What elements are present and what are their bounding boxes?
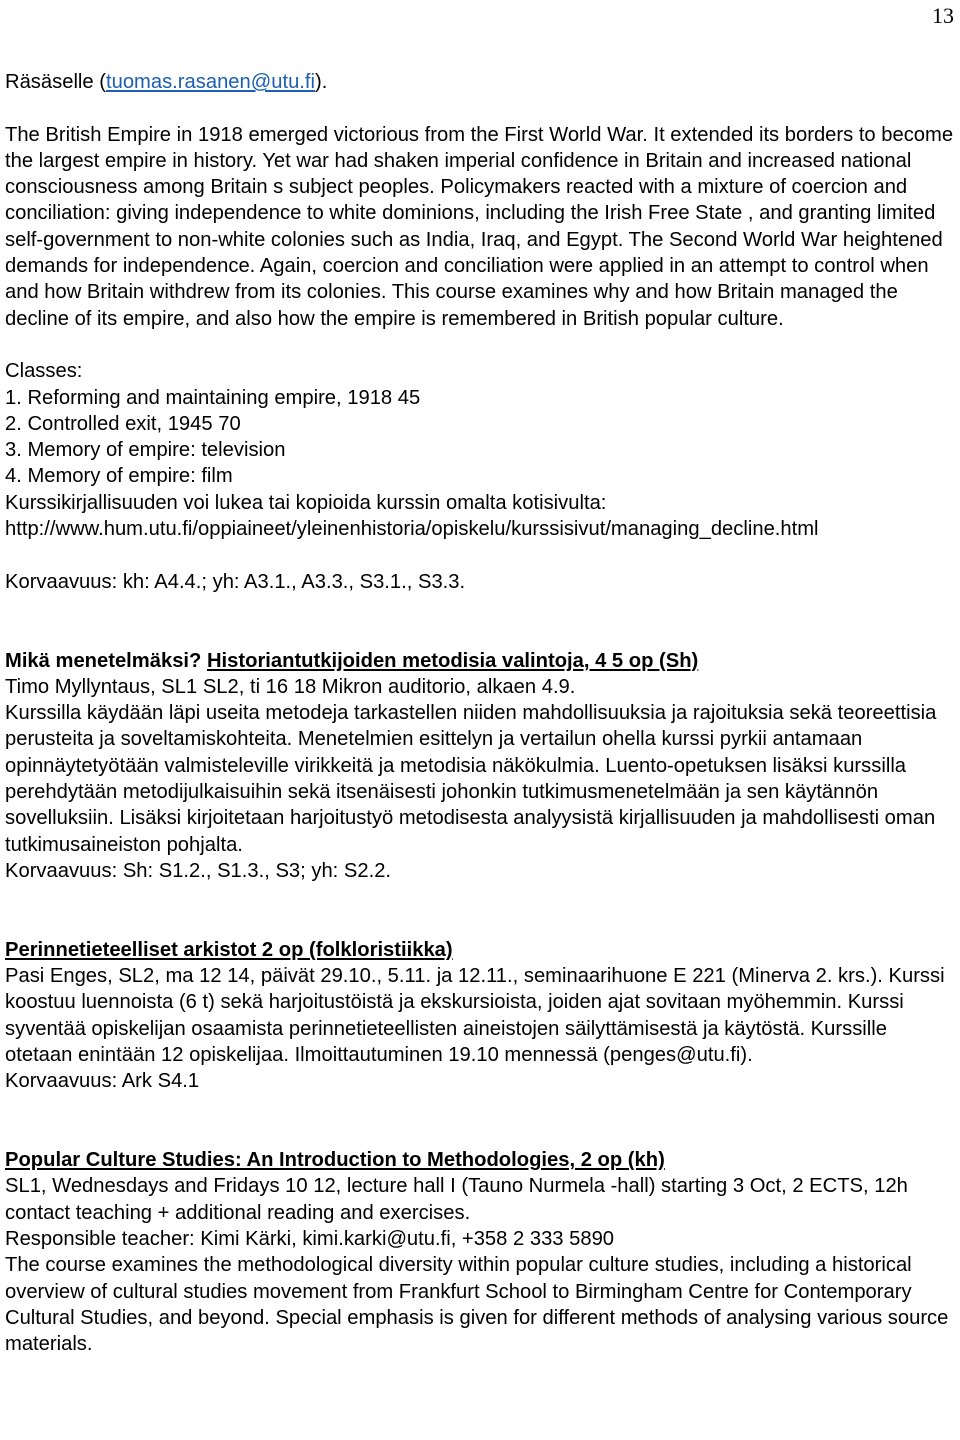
popular-culture-course-title: Popular Culture Studies: An Introduction to Methodologies, 2 op (kh) [5,1149,665,1172]
classes-heading: Classes: [5,360,83,383]
empire-course-section [5,122,955,595]
email-link[interactable]: tuomas.rasanen@utu.fi [105,71,316,93]
class-item-3: 3. Memory of empire: television [5,439,286,462]
spacer [5,595,955,648]
popular-culture-course-section [5,1147,955,1357]
literature-note: Kurssikirjallisuuden voi lukea tai kopioida kurssin omalta kotisivulta: [5,491,607,514]
methods-teacher-line: Timo Myllyntaus, SL1 SL2, ti 16 18 Mikron auditorio, alkaen 4.9. [5,675,576,698]
course-url: http://www.hum.utu.fi/oppiaineet/yleinenhistoria/opiskelu/kurssisivut/managing_decline.html [5,518,819,541]
spacer [5,1095,955,1148]
popular-culture-schedule: SL1, Wednesdays and Fridays 10 12, lecture hall I (Tauno Nurmela -hall) starting 3 Oct, 2 ECTS, 12h contact teaching + additional reading and exercises. [5,1175,908,1224]
methods-course-equivalence: Korvaavuus: Sh: S1.2., S1.3., S3; yh: S2.2. [5,859,392,882]
intro-prefix: Räsäselle ( [5,71,106,93]
methods-course-title [5,648,955,674]
spacer [5,95,955,121]
class-item-4: 4. Memory of empire: film [5,465,233,488]
methods-course-description: Kurssilla käydään läpi useita metodeja tarkastellen niiden mahdollisuuksia ja rajoituksia sekä teoreettisia perusteita ja soveltamiskohteita. Menetelmien esittelyn ja vertailun ohella kurssi pyrkii antamaan opinnäytetyötään valmisteleville virikkeitä ja metodisia näkökulmia. Luento-opetuksen lisäksi kurssilla perehdytään metodijulkaisuihin sekä itsenäisesti johonkin tutkimusmenetelmään ja sen käytännön sovelluksiin. Lisäksi kirjoitetaan harjoitustyö metodisesta analyysistä kirjallisuuden ja mahdollisesti oman tutkimusaineiston pohjalta. [5,702,937,856]
spacer [5,542,955,568]
empire-course-equivalence: Korvaavuus: kh: A4.4.; yh: A3.1., A3.3., S3.1., S3.3. [5,570,466,593]
popular-culture-description: The course examines the methodological diversity within popular culture studies, including a historical overview of cultural studies movement from Frankfurt School to Birmingham Centre for Contemporary Cultural Studies, and beyond. Special emphasis is given for different methods of analysing various source materials. [5,1254,949,1356]
document-body [5,69,955,1358]
methods-title-question: Mikä menetelmäksi? [5,649,202,672]
archives-course-equivalence: Korvaavuus: Ark S4.1 [5,1070,200,1093]
class-item-1: 1. Reforming and maintaining empire, 1918 45 [5,386,421,409]
spacer [5,884,955,937]
empire-course-description: The British Empire in 1918 emerged victorious from the First World War. It extended its borders to become the largest empire in history. Yet war had shaken imperial confidence in Britain and increased national consciousness among Britain s subject peoples. Policymakers reacted with a mixture of coercion and conciliation: giving independence to white dominions, including the Irish Free State , and granting limited self-government to non-white colonies such as India, Iraq, and Egypt. The Second World War heightened demands for independence. Again, coercion and conciliation were applied in an attempt to control when and how Britain withdrew from its colonies. This course examines why and how Britain managed the decline of its empire, and also how the empire is remembered in British popular culture. [5,123,954,330]
methods-title-main: Historiantutkijoiden metodisia valintoja, 4 5 op (Sh) [206,649,699,672]
archives-course-section [5,937,955,1095]
archives-course-title: Perinnetieteelliset arkistot 2 op (folkloristiikka) [5,938,453,961]
archives-course-description: Pasi Enges, SL2, ma 12 14, päivät 29.10., 5.11. ja 12.11., seminaarihuone E 221 (Minerva 2. krs.). Kurssi koostuu luennoista (6 t) sekä harjoitustöistä ja ekskursioista, joiden ajat sovitaan myöhemmin. Kurssi syventää opiskelijan osaamista perinnetieteellisten aineistojen säilyttämisestä ja käytöstä. Kurssille otetaan enintään 12 opiskelijaa. Ilmoittautuminen 19.10 mennessä (penges@utu.fi). [5,965,945,1066]
intro-line [5,69,955,95]
popular-culture-teacher-line: Responsible teacher: Kimi Kärki, kimi.karki@utu.fi, +358 2 333 5890 [5,1228,615,1251]
spacer [5,332,955,358]
page-number: 13 [932,3,954,28]
methods-course-section [5,648,955,885]
class-item-2: 2. Controlled exit, 1945 70 [5,412,241,435]
intro-suffix: ). [315,71,328,93]
